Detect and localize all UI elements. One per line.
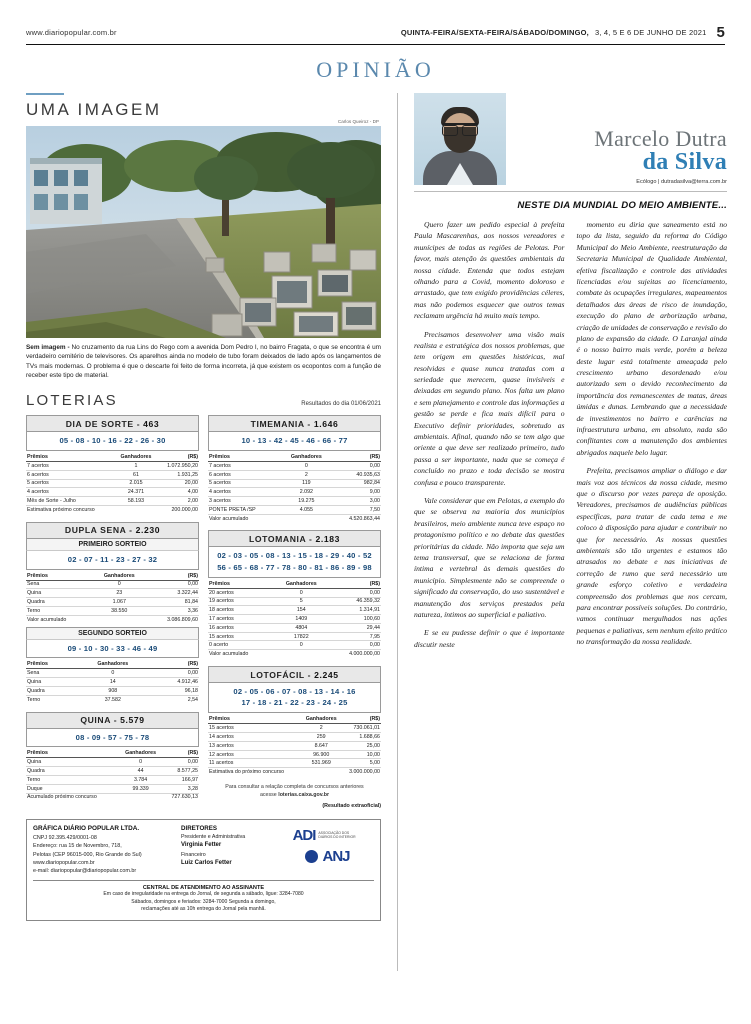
site-url: www.diariopopular.com.br (26, 28, 117, 37)
dateline-days: QUINTA-FEIRA/SEXTA-FEIRA/SÁBADO/DOMINGO, (400, 28, 589, 37)
game-numbers: 02 - 07 - 11 - 23 - 27 - 32 (26, 551, 199, 570)
central-line-2: Sábados, domingos e feriados: 3284-7000 Segunda a domingo, (131, 898, 276, 905)
game-title: LOTOFÁCIL - 2.245 (208, 666, 381, 683)
game-numbers: 08 - 09 - 57 - 75 - 78 (26, 729, 199, 748)
table-row: Sena 0 0,00 (27, 670, 198, 677)
author-last-name: da Silva (642, 148, 727, 175)
loterias-heading: LOTERIAS (26, 392, 118, 410)
paragraph: momento eu diria que saneamento está no topo da lista, seguido da reforma do Código Municipal do Meio Ambiente, reestruturação da Secretaria Municipal de Qualidade Ambiental, efetiva fiscalização e controle das atividades licenciadas e/ou sujeitas ao licenciamento, combate às ocupações irregulares, mapeamentos detalhados das áreas de risco de inundação, execução do plano de arborização urbana, criação de unidades de conservação e revisão do plano de expansão da cidade. O Laranjal ainda é o nosso bairro mais verde, porém a beleza deste lugar está totalmente ameaçada pelo crescimento urbano desordenado e/ou autorizado sem o devido reconhecimento da importância dos remanescentes de matas, áreas úmidas e dunas. Lembrando que a necessidade de investimentos no bairro e carências na infraestrutura urbana, em absoluto, nada são conflitantes com a manutenção dos ambientes abrigados naquele belo lugar. (576, 220, 727, 457)
director-role-2: Financeiro (181, 851, 206, 858)
table-row: 3 acertos 19.275 3,00 (209, 498, 380, 505)
table-row: 4 acertos 2.092 9,00 (209, 489, 380, 496)
section-title: OPINIÃO (316, 57, 435, 82)
prize-table: Prêmios Ganhadores (R$) Sena 0 0,00 Quina 23 3.322,44 Quadra 1.067 81,84 Terno 38.550 3,36 Valor acumulado 3.086.809,60 (27, 572, 198, 623)
table-row: 4 acertos 24.371 4,00 (27, 489, 198, 496)
author-contact[interactable]: Ecólogo | dutradasilva@terra.com.br (636, 179, 727, 185)
game-numbers: 09 - 10 - 30 - 33 - 46 - 49 (26, 640, 199, 659)
article-column-2 (577, 219, 728, 657)
col-ganhadores: Ganhadores (115, 453, 157, 462)
game-numbers: 02 - 05 - 06 - 07 - 08 - 13 - 14 - 16 17 - 18 - 21 - 22 - 23 - 24 - 25 (208, 683, 381, 713)
expediente-logos (281, 825, 374, 875)
caption-lead: Sem imagem - (26, 344, 70, 351)
photo-caption (26, 343, 381, 380)
table-row: Quadra 908 96,18 (27, 687, 198, 694)
game-title: DUPLA SENA - 2.230 (26, 522, 199, 539)
table-row: 5 acertos 2.015 20,00 (27, 480, 198, 487)
prize-table (26, 453, 199, 514)
table-row: Valor acumulado 4.520.863,44 (209, 515, 380, 522)
table-row: Sena 0 0,00 (27, 581, 198, 588)
game-name: LOTOFÁCIL (250, 669, 305, 680)
prize-table: Prêmios Ganhadores (R$) 15 acertos 2 730.061,01 14 acertos 259 1.688,66 13 acertos 8.647 25,00 12 acertos 96.900 10,00 11 acertos 531.969 5,00 Estimativa do próximo concurso 3.000.000,00 (209, 716, 380, 776)
prize-table: Prêmios Ganhadores (R$) Quina 0 0,00 Quadra 44 8.577,25 Terno 3.784 166,97 Duque 99.339 3,28 Acumulado próximo concurso 727.630,13 (27, 750, 198, 801)
game-number: 463 (143, 418, 160, 429)
expediente-directors (181, 825, 273, 875)
dateline-date: 3, 4, 5 E 6 DE JUNHO DE 2021 (594, 28, 707, 37)
news-photo (26, 126, 381, 338)
page-columns (26, 93, 725, 971)
table-row: 0 acerto 0 0,00 (209, 642, 380, 649)
table-row: 13 acertos 8.647 25,00 (209, 742, 380, 749)
table-row: 17 acertos 1409 100,60 (209, 616, 380, 622)
table-row: 12 acertos 96.900 10,00 (209, 751, 380, 758)
company-cnpj: CNPJ 92.395.429/0001-08 (33, 835, 97, 842)
table-row: Terno 37.582 2,54 (27, 696, 198, 703)
table-row: 15 acertos 2 730.061,01 (209, 725, 380, 732)
table-row: Estimativa próximo concurso 200.000,00 (27, 506, 198, 513)
game-number: 1.646 (313, 418, 339, 429)
table-row: 14 acertos 259 1.688,66 (209, 733, 380, 740)
adi-logo (293, 827, 363, 844)
director-role-1: Presidente e Administrativa (181, 834, 246, 841)
table-row: Quadra 1.067 81,84 (27, 599, 198, 606)
table-row: 18 acertos 154 1.314,91 (209, 607, 380, 614)
expediente-company (33, 825, 173, 875)
paragraph: E se eu pudesse definir o que é importante discutir neste (414, 628, 565, 649)
game-name: LOTOMANIA (249, 533, 306, 544)
game-number: 2.245 (314, 669, 339, 680)
prize-table: Prêmios Ganhadores (R$) 7 acertos 0 0,00 6 acertos 2 40.935,63 5 acertos 119 982,84 4 acertos 2.092 9,00 3 acertos 19.275 3,00 PONTE PRETA /SP 4.055 7,50 Valor acumulado 4.520.863,44 (209, 454, 380, 522)
loterias-subtitle: Resultados do dia 01/06/2021 (301, 401, 381, 408)
divider-rule (26, 93, 64, 95)
table-row: Duque 99.339 3,28 (27, 785, 198, 792)
photo-credit: Carlos Queiroz - DP (337, 119, 379, 124)
game-numbers: 02 - 03 - 05 - 08 - 13 - 15 - 18 - 29 - 40 - 52 56 - 65 - 68 - 77 - 78 - 80 - 81 - 86 - 89 - 98 (208, 547, 381, 577)
paragraph: Quero fazer um pedido especial à prefeita Paula Mascarenhas, aos nossos vereadores e munícipes de todas as regiões de Pelotas. Por favor, mais atenção às questões ambientais da nossa cidade. Entenda que todos estejam olhando para a Covid, momento doloroso e arrastado, que tem exigido providências céleres, mas não podemos esquecer que outros temas reclamam urgência há muito mais tempo. (414, 220, 565, 321)
game-name: TIMEMANIA (250, 418, 305, 429)
central-line-1: Em caso de irregularidade na entrega do Jornal, de segunda a sábado, ligue: 3284-7080 (103, 890, 304, 897)
table-row: Quina 0 0,00 (27, 759, 198, 766)
game-title: LOTOMANIA - 2.183 (208, 530, 381, 547)
table-row: Quina 23 3.322,44 (27, 590, 198, 597)
table-row: PONTE PRETA /SP 4.055 7,50 (209, 506, 380, 513)
company-site[interactable]: www.diariopopular.com.br (33, 859, 95, 866)
game-number: 2.230 (135, 525, 161, 536)
game-title: DIA DE SORTE - 463 (26, 415, 199, 432)
table-row: 5 acertos 119 982,84 (209, 480, 380, 487)
draw-label: PRIMEIRO SORTEIO (26, 539, 199, 551)
company-address: Endereço: rua 15 de Novembro, 718, (33, 843, 122, 850)
table-row: 7 acertos 1 1.072.950,20 (27, 462, 198, 469)
table-row: Estimativa do próximo concurso 3.000.000,00 (209, 769, 380, 776)
masthead (26, 22, 725, 45)
game-numbers: 05 - 08 - 10 - 16 - 22 - 26 - 30 (26, 432, 199, 451)
table-row: 16 acertos 4804 29,44 (209, 624, 380, 631)
col-premios: Prêmios (26, 453, 115, 462)
loterias-grid (26, 415, 381, 809)
game-quina (26, 712, 199, 802)
director-name-1: Virginia Fetter (181, 841, 222, 848)
game-number: 2.183 (315, 533, 340, 544)
glasses-icon (442, 123, 478, 133)
table-row: Quadra 44 8.577,25 (27, 768, 198, 775)
adi-mark: ADI (292, 827, 316, 845)
paragraph: Vale considerar que em Pelotas, a exemplo do que se observa na maioria dos municípios brasileiros, meio ambiente nunca teve espaço no protagonismo político e no debate das questões prioritárias da cidade. Não importa que seja um tema transversal, que se relaciona de forma íntima e vertebral às demais questões do município. Simplesmente não se compreende o significado da conservação, do uso sustentável e manutenção dos serviços prestados pela natureza, íntimos ao superficial e paliativo. (414, 495, 565, 619)
game-numbers: 10 - 13 - 42 - 45 - 46 - 66 - 77 (208, 432, 381, 451)
table-row: 6 acertos 2 40.935,63 (209, 471, 380, 478)
expediente-top (33, 825, 374, 875)
loterias-header (26, 392, 381, 409)
article-title: NESTE DIA MUNDIAL DO MEIO AMBIENTE... (517, 200, 727, 211)
company-email[interactable]: e-mail: diariopopular@diariopopular.com.br (33, 867, 137, 874)
loterias-link[interactable]: loterias.caixa.gov.br (278, 791, 330, 798)
anj-circle-icon (305, 850, 318, 863)
game-dia-de-sorte (26, 415, 199, 514)
col-valor: (R$) (157, 453, 199, 462)
expediente-box (26, 819, 381, 920)
table-row: Valor acumulado 3.086.809,60 (27, 616, 198, 623)
table-row: 11 acertos 531.969 5,00 (209, 760, 380, 767)
table-row: Terno 3.784 166,97 (27, 776, 198, 783)
expediente-bottom (33, 880, 374, 914)
anj-logo (305, 848, 349, 865)
page-number: 5 (716, 24, 725, 41)
company-address2: Pelotas (CEP 96015-000, Rio Grande do Sul) (33, 851, 142, 858)
author-block (414, 93, 727, 192)
anj-mark: ANJ (322, 848, 350, 866)
table-row: Acumulado próximo concurso 727.630,13 (27, 794, 198, 801)
game-name: DIA DE SORTE (65, 418, 134, 429)
paragraph: Prefeita, precisamos ampliar o diálogo e dar mais voz aos técnicos da nossa cidade, mesmo que o discurso por vezes pareça de oposição. Vereadores, precisamos de audiências públicas específicas, para tratar de cada tema e me coloco à disposição para ajudar e contribuir no que for necessário. As nossas questões ambientais são tão urgentes e estamos tão atrasados no debate e nas iniciativas de correção de rumo que será necessário um grande esforço coletivo e verdadeira compreensão dos problemas que nos cercam, para encontrar possíveis soluções. Do contrário, vamos continuar mergulhados nas ações pequenas e paliativas, sem nenhum efeito prático no transformação da nossa realidade. (576, 466, 727, 647)
company-name: GRÁFICA DIÁRIO POPULAR LTDA. (33, 825, 140, 833)
adi-subtitle: ASSOCIAÇÃO DOS DIÁRIOS DO INTERIOR (318, 830, 356, 839)
director-name-2: Luiz Carlos Fetter (181, 859, 232, 866)
uma-imagem-heading: UMA IMAGEM (26, 100, 162, 119)
game-timemania (208, 415, 381, 522)
caption-text: No cruzamento da rua Lins do Rego com a avenida Dom Pedro I, no bairro Fragata, o que se encontra é um verdadeiro cemitério de televisores. Os aparelhos ainda no modelo de tubo foram deixados de lado após os lançamentos de TVs mais modernas. O problema é que o descarte foi feito de forma incorreta, já que existem os ecopontos com a função de receber este tipo de material. (26, 344, 381, 379)
right-column (397, 93, 727, 971)
game-dupla-sena (26, 522, 199, 704)
prize-table: Prêmios Ganhadores (R$) 20 acertos 0 0,00 19 acertos 5 46.359,32 18 acertos 154 1.314,91 17 acertos 1409 100,60 16 acertos 4804 29,44 15 acertos 17822 7,95 0 acerto 0 0,00 Valor acumulado 4.000.000,00 (209, 580, 380, 658)
loterias-extra-note: (Resultado extraoficial) (322, 802, 381, 809)
table-row: Mês de Sorte - Julho 58.193 2,00 (27, 498, 198, 505)
draw-label: SEGUNDO SORTEIO (26, 627, 199, 640)
photo-block (26, 119, 381, 338)
game-name: DUPLA SENA (64, 525, 127, 536)
table-row: 7 acertos 0 0,00 (209, 462, 380, 469)
prize-table: Prêmios Ganhadores (R$) Sena 0 0,00 Quina 14 4.912,46 Quadra 908 96,18 Terno 37.582 2,54 (27, 661, 198, 703)
left-column (26, 93, 381, 971)
author-names (516, 127, 727, 185)
dateline (401, 22, 725, 39)
game-title: QUINA - 5.579 (26, 712, 199, 729)
table-row: Terno 38.550 3,36 (27, 607, 198, 614)
loterias-note: Para consultar a relação completa de concursos anteriores acesse loterias.caixa.gov.br (225, 783, 364, 798)
article-column-1 (414, 219, 565, 657)
table-row: 20 acertos 0 0,00 (209, 589, 380, 596)
table-row: 15 acertos 17822 7,95 (209, 633, 380, 640)
game-lotofacil (208, 666, 381, 776)
game-lotomania (208, 530, 381, 658)
game-number: 5.579 (120, 715, 145, 726)
article-body (414, 219, 727, 657)
directors-title: DIRETORES (181, 825, 217, 833)
game-title: TIMEMANIA - 1.646 (208, 415, 381, 432)
avatar (414, 93, 506, 185)
author-first-name: Marcelo Dutra (594, 125, 727, 151)
loterias-column-b (208, 415, 381, 809)
table-row: 19 acertos 5 46.359,32 (209, 598, 380, 605)
table-row: Valor acumulado 4.000.000,00 (209, 651, 380, 658)
table-row: Quina 14 4.912,46 (27, 679, 198, 686)
paragraph: Precisamos desenvolver uma visão mais realista e estratégica dos nossos problemas, que tem origem em questões históricas, mal resolvidas e quase nunca tratadas com a seriedade que merecem, quase invisíveis e deixadas em segundo plano. Nos falta um plano e sem planejamento e controle das informações a gestão se perde e fica mais difícil para o Executivo definir prioridades, sobretudo as ambientais. Afinal, quando não se tem algo que oriente a que deve ser realizado primeiro, tudo passa a ser importante, nada que se começa é concluído no prazo e toda decisão se mostra confusa e pouco transparente. (414, 329, 565, 487)
game-name: QUINA (80, 715, 111, 726)
central-line-3: reclamações até as 10h entrega do Jornal pela manhã. (141, 906, 266, 913)
table-row: 6 acertos 61 1.931,25 (27, 471, 198, 478)
central-title: CENTRAL DE ATENDIMENTO AO ASSINANTE (142, 884, 265, 891)
loterias-column-a (26, 415, 199, 809)
